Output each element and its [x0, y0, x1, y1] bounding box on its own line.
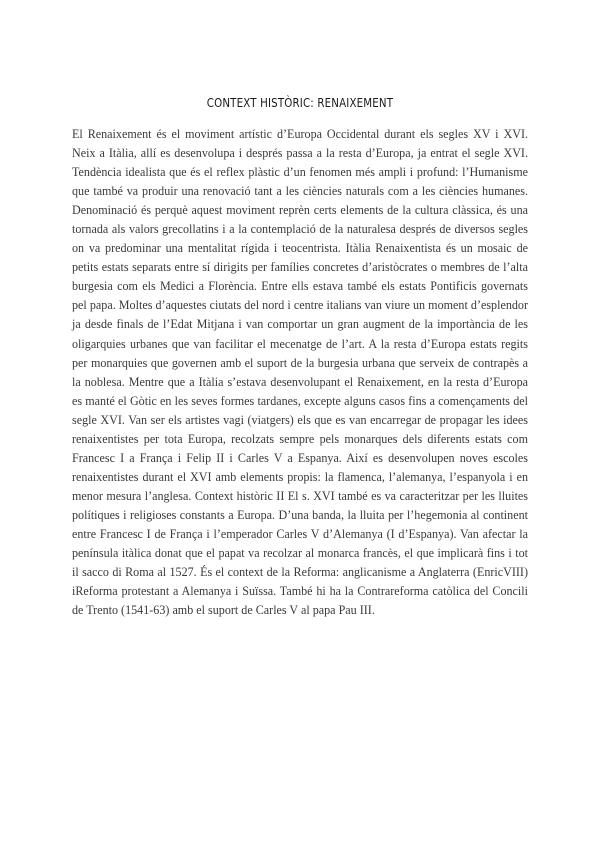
- document-title: CONTEXT HISTÒRIC: RENAIXEMENT: [206, 95, 394, 110]
- document-body-paragraph: El Renaixement és el moviment artístic d’Europa Occidental durant els segles XV i XVI. Neix a Itàlia, allí es desenvolupa i després passa a la resta d’Europa, ja entrat el segle XVI. Tendència idealista que és el reflex plàstic d’un fenomen més ampli i profund: l’Humanisme que també va produir una renovació tant a les ciències naturals com a les ciències humanes. Denominació és perquè aquest moviment reprèn certs elements de la cultura clàssica, és una tornada als valors grecollatins i a la contemplació de la naturalesa després de diversos segles on va predominar una mentalitat rígida i teocentrista. Itàlia Renaixentista és un mosaic de petits estats separats entre sí dirigits per famílies concretes d’aristòcrates o membres de l’alta burgesia com els Medici a Florència. Entre ells estava també els estats Pontificis governats pel papa. Moltes d’aquestes ciutats del nord i centre italians van viure un moment d’esplendor ja desde finals de l’Edat Mitjana i van comportar un gran augment de la importància de les oligarquies urbanes que van facilitar el mecenatge de l’art. A la resta d’Europa estats regits per monarquies que governen amb el suport de la burgesia urbana que serveix de contrapès a la noblesa. Mentre que a Itàlia s’estava desenvolupant el Renaixement, en la resta d’Europa es manté el Gòtic en les seves formes tardanes, excepte alguns casos fins a començaments del segle XVI. Van ser els artistes vagi (viatgers) els que es van encarregar de propagar les idees renaixentistes per tota Europa, recolzats sempre pels monarques dels diferents estats com Francesc I a França i Felip II i Carles V a Espanya. Així es desenvolupen noves escoles renaixentistes durant el XVI amb elements propis: la flamenca, l’alemanya, l’espanyola i en menor mesura l’anglesa. Context històric II El s. XVI també es va caracteritzar per les lluites polítiques i religioses constants a Europa. D’una banda, la lluita per l’hegemonia al continent entre Francesc I de França i l’emperador Carles V d’Alemanya (I d’Espanya). Van afectar la península itàlica donat que el papat va recolzar al monarca francès, el que implicarà fins i tot il sacco di Roma al 1527. És el context de la Reforma: anglicanisme a Anglaterra (EnricVIII) iReforma protestant a Alemanya i Suïssa. També hi ha la Contrareforma catòlica del Concili de Trento (1541-63) amb el suport de Carles V al papa Pau III.: [72, 127, 528, 618]
